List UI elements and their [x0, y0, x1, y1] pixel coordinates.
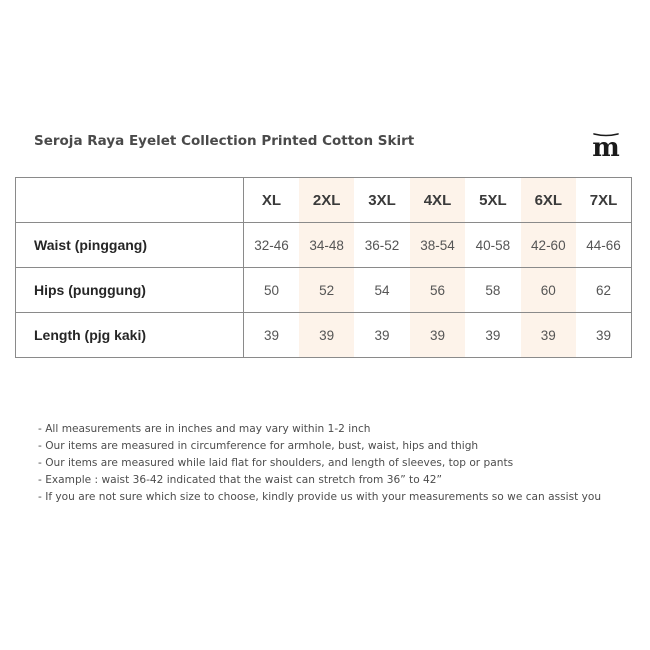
table-cell: 58 [465, 268, 520, 313]
measurement-notes [38, 421, 601, 506]
table-cell: 36-52 [354, 223, 409, 268]
brand-monogram-icon [588, 128, 624, 160]
row-label-hips: Hips (punggung) [16, 268, 244, 313]
table-cell: 39 [410, 313, 465, 358]
table-cell: 60 [521, 268, 576, 313]
table-cell: 39 [576, 313, 631, 358]
table-cell: 39 [354, 313, 409, 358]
size-header-5xl: 5XL [465, 178, 520, 223]
table-row [16, 223, 632, 268]
table-row [16, 268, 632, 313]
table-cell: 62 [576, 268, 631, 313]
note-item: - Our items are measured in circumference for armhole, bust, waist, hips and thigh [38, 440, 479, 452]
table-cell: 40-58 [465, 223, 520, 268]
row-label-length: Length (pjg kaki) [16, 313, 244, 358]
size-header-6xl: 6XL [521, 178, 576, 223]
note-item: - If you are not sure which size to choose, kindly provide us with your measurements so we can assist you [38, 491, 602, 503]
note-item: - Example : waist 36-42 indicated that the waist can stretch from 36” to 42” [38, 474, 443, 486]
table-cell: 39 [521, 313, 576, 358]
size-header-3xl: 3XL [354, 178, 409, 223]
size-header-xl: XL [244, 178, 299, 223]
size-header-7xl: 7XL [576, 178, 631, 223]
table-cell: 32-46 [244, 223, 299, 268]
table-cell: 44-66 [576, 223, 631, 268]
table-cell: 42-60 [521, 223, 576, 268]
size-header-2xl: 2XL [299, 178, 354, 223]
table-cell: 56 [410, 268, 465, 313]
size-header-row [16, 178, 632, 223]
brand-logo-letter: m [592, 133, 620, 160]
corner-cell [16, 178, 244, 223]
table-cell: 38-54 [410, 223, 465, 268]
note-item: - Our items are measured while laid flat for shoulders, and length of sleeves, top or pants [38, 457, 514, 469]
table-cell: 34-48 [299, 223, 354, 268]
table-cell: 54 [354, 268, 409, 313]
table-cell: 52 [299, 268, 354, 313]
note-item: - All measurements are in inches and may vary within 1-2 inch [38, 423, 371, 435]
table-cell: 50 [244, 268, 299, 313]
row-label-waist: Waist (pinggang) [16, 223, 244, 268]
size-header-4xl: 4XL [410, 178, 465, 223]
table-cell: 39 [465, 313, 520, 358]
product-title: Seroja Raya Eyelet Collection Printed Cotton Skirt [34, 133, 415, 149]
table-cell: 39 [244, 313, 299, 358]
table-cell: 39 [299, 313, 354, 358]
size-chart-table [15, 177, 632, 358]
table-row [16, 313, 632, 358]
